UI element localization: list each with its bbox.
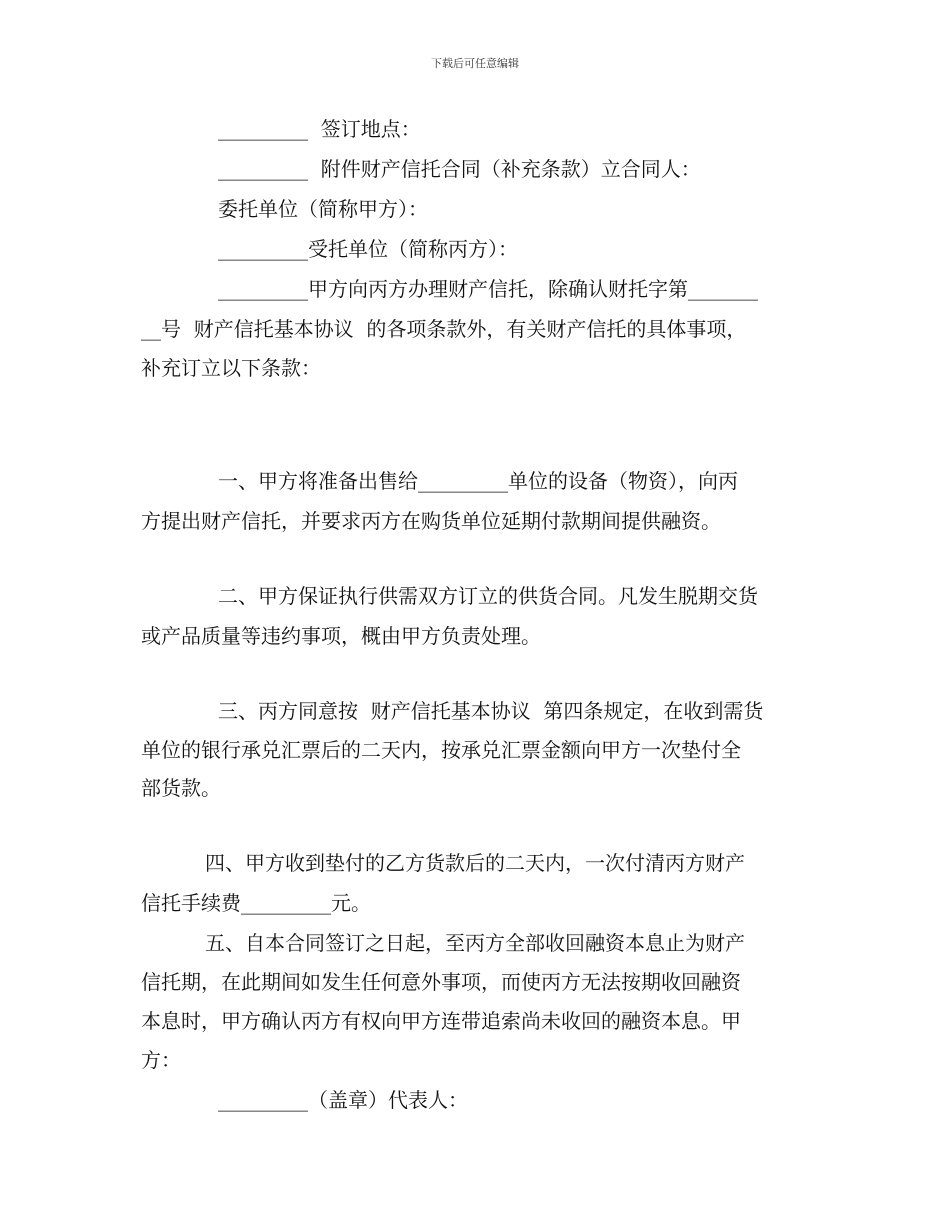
- signing-place-line: _________ 签订地点：: [218, 117, 421, 141]
- clause-5-line-2: 信托期，在此期间如发生任何意外事项，而使丙方无法按期收回融资: [141, 970, 741, 994]
- clause-3-line-1: 三、丙方同意按 财产信托基本协议 第四条规定，在收到需货: [218, 699, 764, 723]
- clause-2-line-2: 或产品质量等违约事项，概由甲方负责处理。: [141, 624, 541, 648]
- party-c-line: _________受托单位（简称丙方）：: [218, 237, 518, 261]
- clause-5-line-1: 五、自本合同签订之日起，至丙方全部收回融资本息止为财产: [205, 931, 745, 955]
- appendix-title-line: _________ 附件财产信托合同（补充条款）立合同人：: [218, 157, 701, 181]
- clause-1-line-2: 方提出财产信托，并要求丙方在购货单位延期付款期间提供融资。: [141, 509, 721, 533]
- clause-1-line-1: 一、甲方将准备出售给_________单位的设备（物资），向丙: [218, 469, 738, 493]
- intro-line-3: 补充订立以下条款：: [141, 356, 321, 380]
- clause-3-line-2: 单位的银行承兑汇票后的二天内，按承兑汇票金额向甲方一次垫付全: [141, 738, 741, 762]
- signature-line: _________（盖章）代表人：: [218, 1088, 468, 1112]
- clause-2-line-1: 二、甲方保证执行供需双方订立的供货合同。凡发生脱期交货: [218, 584, 758, 608]
- party-a-line: 委托单位（简称甲方）：: [218, 197, 428, 221]
- clause-5-line-4: 方：: [141, 1048, 181, 1072]
- clause-3-line-3: 部货款。: [141, 776, 221, 800]
- clause-4-line-2: 信托手续费_________元。: [141, 891, 371, 915]
- page-header-note: 下载后可任意编辑: [431, 57, 519, 70]
- intro-line-1: _________甲方向丙方办理财产信托，除确认财托字第_______: [218, 277, 758, 301]
- clause-5-line-3: 本息时，甲方确认丙方有权向甲方连带追索尚未收回的融资本息。甲: [141, 1009, 741, 1033]
- clause-4-line-1: 四、甲方收到垫付的乙方货款后的二天内，一次付清丙方财产: [205, 851, 745, 875]
- intro-line-2: __号 财产信托基本协议 的各项条款外，有关财产信托的具体事项，: [141, 317, 747, 341]
